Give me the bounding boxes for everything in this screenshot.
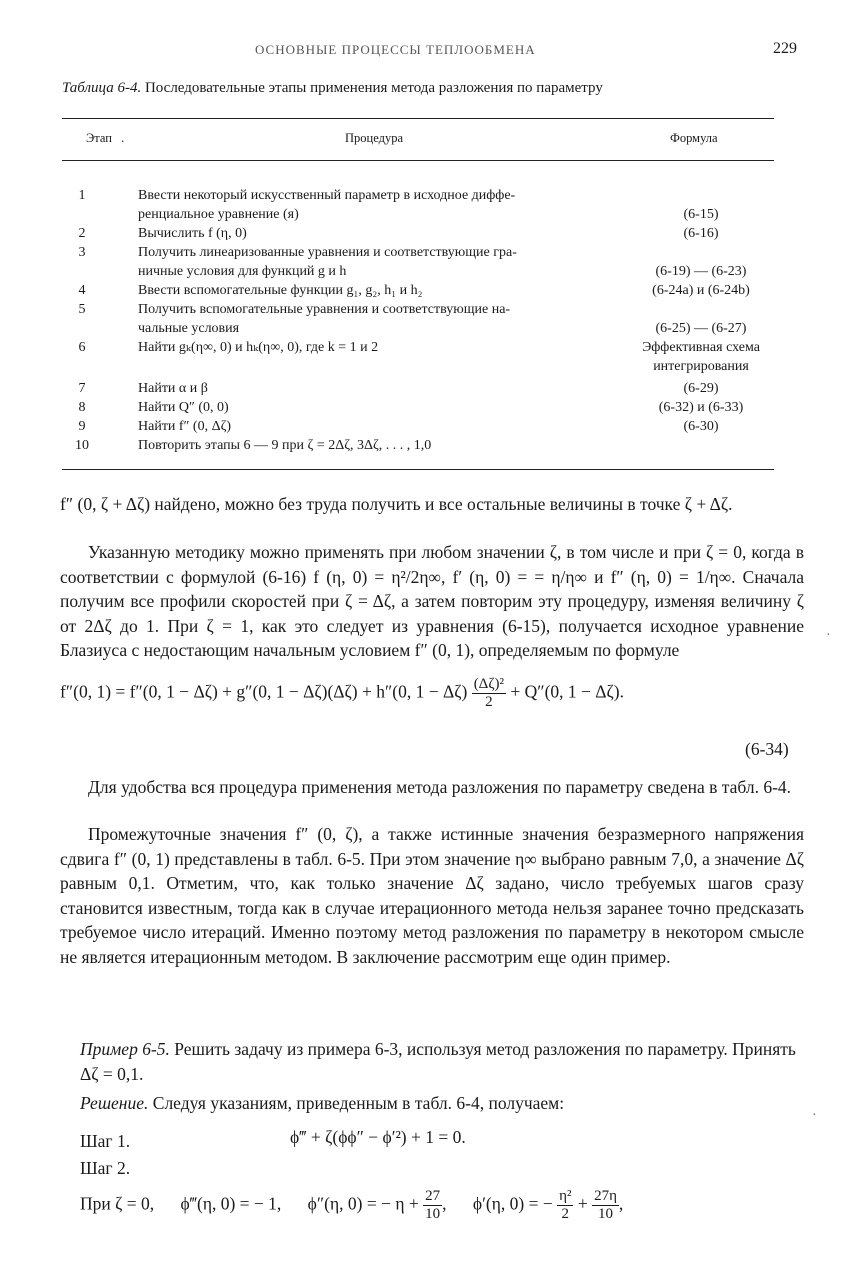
table-header-rule [62,160,774,161]
formula-cell: интегрирования [653,359,749,374]
table-caption-text: Последовательные этапы применения метода разложения по параметру [144,80,603,96]
table-row [62,376,774,398]
step-number: 5 [78,302,86,317]
step-number: 4 [78,283,86,298]
table-bottom-rule [62,469,774,470]
phi1-fraction-1-den: 2 [561,1206,570,1222]
procedure-cell: Найти α и β [138,381,208,396]
phi2-fraction [423,1188,442,1223]
solution [80,1091,804,1116]
paragraph-2: Указанную методику можно применять при любом значении ζ, в том числе и при ζ = 0, когда в соответствии с формулой (6-16) f (η, 0) = η²/2η∞, f′ (η, 0) = = η/η∞ и f″ (η, 0) = 1/η∞. Сначала получим все профили скоростей при ζ = Δζ, а затем повторим эту процедуру, изменяя величину ζ от 2Δζ до 1. При ζ = 1, как это следует из уравнения (6-15), получается исходное уравнение Блазиуса с недостающим начальным условием f″ (0, 1), определяемым по формуле [60,542,804,660]
table-row [62,281,774,300]
step-number [62,262,102,281]
step-number: 2 [78,226,86,241]
step-number [62,205,102,224]
table-caption [62,80,603,97]
step-2-label: Шаг 2. [80,1158,131,1178]
formula-cell [628,186,774,205]
step-number: 1 [78,188,86,203]
paragraph-4: Промежуточные значения f″ (0, ζ), а также истинные значения безразмерного напряжения сдвига f″ (0, 1) представлены в табл. 6-5. При этом значение η∞ выбрано равным 7,0, а значение Δζ равным 0,1. Отметим, что, как только значение Δζ задано, число требуемых шагов сразу становится известным, тогда как в случае итерационного метода нельзя заранее точно предсказать требуемое число итераций. Именно поэтому метод разложения по параметру в некотором смысле не является итерационным методом. В заключение рассмотрим еще один пример. [60,824,804,967]
table-top-rule [62,118,774,119]
table-row [62,186,774,205]
step-number [62,357,102,376]
phi1-fraction-1-num: η² [559,1188,572,1204]
table-row [62,436,774,455]
table-row [62,398,774,417]
table-caption-label: Таблица 6-4. [62,80,142,96]
header-formula: Формула [670,131,718,145]
phi2-tail: , [442,1193,447,1214]
equation-6-34 [60,676,624,711]
example-label: Пример 6-5. [80,1039,170,1059]
step-number: 7 [78,381,86,396]
formula-cell: (6-16) [683,226,719,241]
table-row [62,243,774,262]
procedure-cell: Получить линеаризованные уравнения и соответствующие гра- [138,245,517,260]
formula-cell [628,300,774,319]
formula-cell: (6-32) и (6-33) [658,400,744,415]
solution-text: Следуя указаниям, приведенным в табл. 6-4, получаем: [152,1093,565,1113]
phi1-fraction-2-den: 10 [597,1206,613,1222]
step-number: 10 [75,438,89,453]
example-text: Решить задачу из примера 6-3, используя метод разложения по параметру. Принять Δζ = 0,1. [80,1039,796,1084]
header-step [86,131,124,146]
margin-dot: · [826,628,831,643]
table-row [62,262,774,281]
header-procedure: Процедура [345,131,404,145]
condition-prefix: При ζ = 0, [80,1193,155,1214]
table-row [62,224,774,243]
procedure-cell: Найти Q″ (0, 0) [138,400,229,415]
procedure-cell: Ввести вспомогательные функции g₁, g₂, h₁ и h₂ [138,283,423,298]
condition-phi1: ϕ′(η, 0) = − [472,1193,553,1214]
formula-cell: (6-24a) и (6-24b) [652,283,750,298]
phi2-fraction-num: 27 [425,1188,441,1204]
phi1-tail: , [618,1193,624,1214]
equation-fraction-num: (Δζ)² [473,676,505,692]
procedure-cell: ренциальное уравнение (я) [138,207,299,222]
table-row [62,205,774,224]
condition-phi2: ϕ″(η, 0) = − η + [307,1193,419,1214]
formula-cell: (6-30) [683,419,719,434]
table-row [62,417,774,436]
phi1-fraction-1 [557,1188,573,1223]
example-6-5 [80,1037,804,1086]
step-number: 6 [78,340,86,355]
procedure-cell: чальные условия [138,321,240,336]
formula-cell [628,243,774,262]
phi1-plus: + [577,1193,588,1214]
procedure-cell: Найти gₖ(η∞, 0) и hₖ(η∞, 0), где k = 1 и 2 [138,340,379,355]
formula-cell: Эффективная схема [642,340,760,355]
phi1-fraction-2 [592,1188,619,1223]
procedure-cell: Ввести некоторый искусственный параметр в исходное диффе- [138,188,516,203]
condition-phi3: ϕ‴(η, 0) = − 1, [180,1193,282,1214]
header-step-label: Этап [86,131,112,145]
equation-left: f″(0, 1) = f″(0, 1 − Δζ) + g″(0, 1 − Δζ)(Δζ) + h″(0, 1 − Δζ) [60,681,468,702]
equation-fraction [472,676,506,711]
step-1-label: Шаг 1. [80,1131,131,1151]
page-number: 229 [773,40,797,57]
solution-label: Решение. [80,1093,149,1113]
margin-dot: · [812,1108,817,1123]
step-number: 9 [78,419,86,434]
procedure-cell: ничные условия для функций g и h [138,264,347,279]
procedure-cell [102,357,628,376]
step-number [62,319,102,338]
step-number: 8 [78,400,86,415]
equation-right: + Q″(0, 1 − Δζ). [510,681,624,702]
procedure-cell: Повторить этапы 6 — 9 при ζ = 2Δζ, 3Δζ, . . . , 1,0 [138,438,432,453]
step-number: 3 [78,245,86,260]
phi1-fraction-2-num: 27η [594,1188,617,1204]
running-head-title: ОСНОВНЫЕ ПРОЦЕССЫ ТЕПЛООБМЕНА [255,42,536,57]
procedure-cell: Найти f″ (0, Δζ) [138,419,232,434]
paragraph-3: Для удобства вся процедура применения метода разложения по параметру сведена в табл. 6-4. [88,777,792,797]
initial-conditions-line [80,1188,623,1223]
formula-cell: (6-25) — (6-27) [655,321,747,336]
phi2-fraction-den: 10 [425,1206,441,1222]
table-row [62,357,774,376]
formula-cell: (6-15) [683,207,719,222]
paragraph-1: f″ (0, ζ + Δζ) найдено, можно без труда получить и все остальные величины в точке ζ + Δζ. [60,494,733,514]
equation-number: (6-34) [745,739,789,759]
formula-cell: (6-29) [683,381,719,396]
procedure-cell: Получить вспомогательные уравнения и соответствующие на- [138,302,511,317]
procedure-cell: Вычислить f (η, 0) [138,226,247,241]
steps-table [62,186,774,455]
step-1-equation: ϕ‴ + ζ(ϕϕ″ − ϕ′²) + 1 = 0. [290,1127,466,1147]
header-step-mark: . [121,131,125,145]
table-row [62,338,774,357]
table-row [62,319,774,338]
formula-cell: (6-19) — (6-23) [655,264,747,279]
formula-cell [628,436,774,455]
table-row [62,300,774,319]
equation-fraction-den: 2 [485,694,493,710]
